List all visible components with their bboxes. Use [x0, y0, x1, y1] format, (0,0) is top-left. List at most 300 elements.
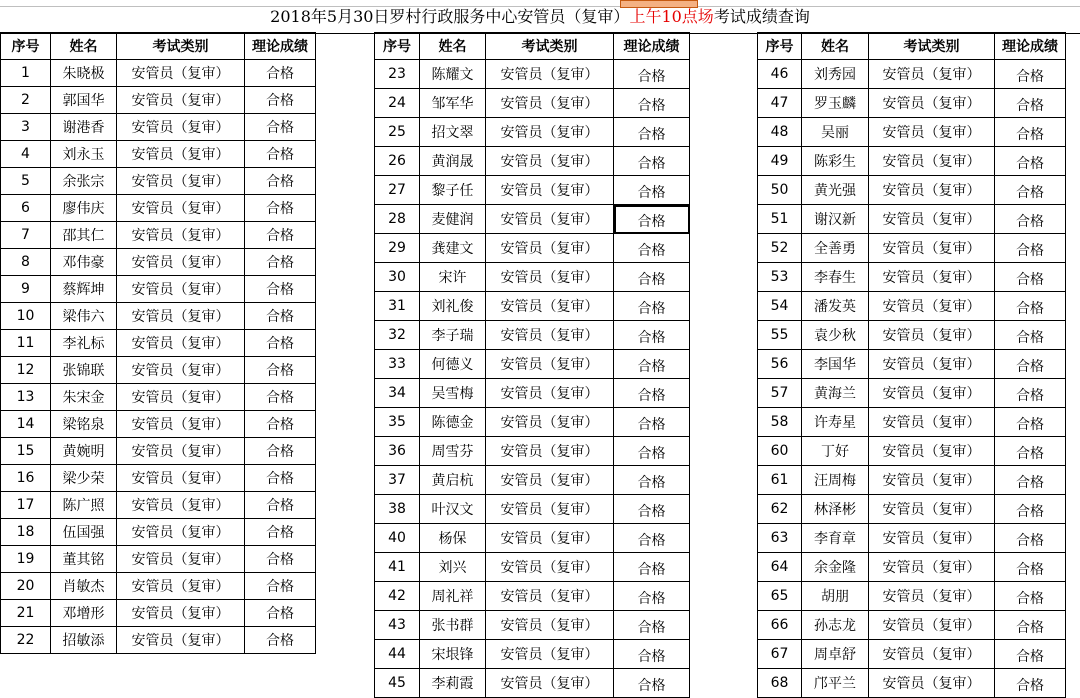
- cell-serial[interactable]: 28: [375, 205, 420, 234]
- table-row: [1, 492, 316, 519]
- header-name[interactable]: 姓名: [420, 33, 486, 60]
- cell-exam-type[interactable]: 安管员（复审）: [486, 176, 614, 205]
- table-row: [1, 519, 316, 546]
- cell-name[interactable]: 麦健润: [420, 205, 486, 234]
- cell-exam-type[interactable]: 安管员（复审）: [869, 205, 995, 234]
- table-row: [375, 89, 690, 118]
- cell-exam-type[interactable]: 安管员（复审）: [117, 600, 245, 627]
- header-theory-score[interactable]: 理论成绩: [995, 33, 1066, 60]
- cell-theory-score[interactable]: 合格: [614, 437, 690, 466]
- cell-theory-score[interactable]: 合格: [614, 321, 690, 350]
- cell-exam-type[interactable]: 安管员（复审）: [117, 195, 245, 222]
- cell-theory-score[interactable]: 合格: [995, 466, 1066, 495]
- cell-name[interactable]: 林泽彬: [802, 495, 869, 524]
- header-exam-type[interactable]: 考试类别: [869, 33, 995, 60]
- cell-theory-score[interactable]: 合格: [245, 195, 316, 222]
- cell-theory-score[interactable]: 合格: [614, 669, 690, 698]
- cell-theory-score[interactable]: 合格: [995, 263, 1066, 292]
- cell-exam-type[interactable]: 安管员（复审）: [869, 176, 995, 205]
- cell-theory-score[interactable]: 合格: [245, 303, 316, 330]
- cell-theory-score[interactable]: 合格: [995, 60, 1066, 89]
- cell-name[interactable]: 陈广照: [51, 492, 117, 519]
- cell-theory-score[interactable]: 合格: [614, 640, 690, 669]
- cell-name[interactable]: 梁铭泉: [51, 411, 117, 438]
- table-row: [758, 234, 1066, 263]
- cell-exam-type[interactable]: 安管员（复审）: [869, 553, 995, 582]
- cell-name[interactable]: 黄光强: [802, 176, 869, 205]
- cell-serial[interactable]: 5: [1, 168, 51, 195]
- cell-serial[interactable]: 37: [375, 466, 420, 495]
- cell-name[interactable]: 刘兴: [420, 553, 486, 582]
- cell-exam-type[interactable]: 安管员（复审）: [117, 357, 245, 384]
- table-row: [375, 147, 690, 176]
- cell-exam-type[interactable]: 安管员（复审）: [486, 466, 614, 495]
- cell-exam-type[interactable]: 安管员（复审）: [869, 321, 995, 350]
- cell-name[interactable]: 余金隆: [802, 553, 869, 582]
- cell-serial[interactable]: 42: [375, 582, 420, 611]
- cell-theory-score[interactable]: 合格: [614, 234, 690, 263]
- cell-name[interactable]: 谢汉新: [802, 205, 869, 234]
- cell-serial[interactable]: 64: [758, 553, 802, 582]
- cell-serial[interactable]: 34: [375, 379, 420, 408]
- cell-serial[interactable]: 62: [758, 495, 802, 524]
- table-row: [758, 408, 1066, 437]
- cell-theory-score[interactable]: 合格: [614, 408, 690, 437]
- cell-name[interactable]: 邝平兰: [802, 669, 869, 698]
- cell-exam-type[interactable]: 安管员（复审）: [486, 408, 614, 437]
- cell-exam-type[interactable]: 安管员（复审）: [486, 553, 614, 582]
- cell-name[interactable]: 孙志龙: [802, 611, 869, 640]
- cell-exam-type[interactable]: 安管员（复审）: [486, 611, 614, 640]
- header-serial[interactable]: 序号: [375, 33, 420, 60]
- cell-exam-type[interactable]: 安管员（复审）: [486, 321, 614, 350]
- cell-serial[interactable]: 63: [758, 524, 802, 553]
- cell-exam-type[interactable]: 安管员（复审）: [117, 519, 245, 546]
- cell-theory-score[interactable]: 合格: [245, 492, 316, 519]
- cell-exam-type[interactable]: 安管员（复审）: [117, 330, 245, 357]
- cell-serial[interactable]: 29: [375, 234, 420, 263]
- cell-exam-type[interactable]: 安管员（复审）: [117, 627, 245, 654]
- cell-theory-score[interactable]: 合格: [995, 147, 1066, 176]
- table-row: [758, 292, 1066, 321]
- table-row: [375, 118, 690, 147]
- cell-serial[interactable]: 25: [375, 118, 420, 147]
- cell-name[interactable]: 陈德金: [420, 408, 486, 437]
- cell-theory-score[interactable]: 合格: [995, 495, 1066, 524]
- cell-theory-score[interactable]: 合格: [614, 89, 690, 118]
- cell-exam-type[interactable]: 安管员（复审）: [486, 147, 614, 176]
- cell-exam-type[interactable]: 安管员（复审）: [486, 350, 614, 379]
- cell-name[interactable]: 罗玉麟: [802, 89, 869, 118]
- cell-exam-type[interactable]: 安管员（复审）: [869, 89, 995, 118]
- cell-serial[interactable]: 60: [758, 437, 802, 466]
- cell-theory-score[interactable]: 合格: [245, 168, 316, 195]
- cell-theory-score[interactable]: 合格: [614, 553, 690, 582]
- cell-name[interactable]: 刘永玉: [51, 141, 117, 168]
- cell-serial[interactable]: 4: [1, 141, 51, 168]
- cell-exam-type[interactable]: 安管员（复审）: [117, 573, 245, 600]
- cell-serial[interactable]: 67: [758, 640, 802, 669]
- cell-exam-type[interactable]: 安管员（复审）: [486, 582, 614, 611]
- cell-serial[interactable]: 3: [1, 114, 51, 141]
- cell-name[interactable]: 周雪芬: [420, 437, 486, 466]
- cell-serial[interactable]: 44: [375, 640, 420, 669]
- cell-name[interactable]: 李子瑞: [420, 321, 486, 350]
- cell-name[interactable]: 招敏添: [51, 627, 117, 654]
- cell-name[interactable]: 宋垠锋: [420, 640, 486, 669]
- cell-serial[interactable]: 8: [1, 249, 51, 276]
- cell-serial[interactable]: 45: [375, 669, 420, 698]
- cell-exam-type[interactable]: 安管员（复审）: [869, 60, 995, 89]
- cell-name[interactable]: 全善勇: [802, 234, 869, 263]
- cell-theory-score[interactable]: 合格: [614, 118, 690, 147]
- table-row: [1, 411, 316, 438]
- cell-theory-score[interactable]: 合格: [614, 379, 690, 408]
- cell-serial[interactable]: 52: [758, 234, 802, 263]
- cell-exam-type[interactable]: 安管员（复审）: [486, 292, 614, 321]
- cell-exam-type[interactable]: 安管员（复审）: [486, 60, 614, 89]
- header-serial[interactable]: 序号: [1, 33, 51, 60]
- cell-serial[interactable]: 27: [375, 176, 420, 205]
- header-exam-type[interactable]: 考试类别: [486, 33, 614, 60]
- cell-exam-type[interactable]: 安管员（复审）: [486, 437, 614, 466]
- cell-serial[interactable]: 56: [758, 350, 802, 379]
- cell-theory-score[interactable]: 合格: [995, 582, 1066, 611]
- cell-theory-score[interactable]: 合格: [245, 222, 316, 249]
- cell-serial[interactable]: 18: [1, 519, 51, 546]
- cell-name[interactable]: 李礼标: [51, 330, 117, 357]
- cell-name[interactable]: 刘秀园: [802, 60, 869, 89]
- cell-theory-score[interactable]: 合格: [245, 330, 316, 357]
- cell-theory-score[interactable]: 合格: [995, 524, 1066, 553]
- cell-exam-type[interactable]: 安管员（复审）: [486, 640, 614, 669]
- cell-theory-score[interactable]: 合格: [614, 611, 690, 640]
- cell-theory-score[interactable]: 合格: [614, 524, 690, 553]
- cell-name[interactable]: 梁伟六: [51, 303, 117, 330]
- cell-exam-type[interactable]: 安管员（复审）: [869, 582, 995, 611]
- cell-serial[interactable]: 51: [758, 205, 802, 234]
- cell-name[interactable]: 郭国华: [51, 87, 117, 114]
- cell-theory-score[interactable]: 合格: [995, 611, 1066, 640]
- cell-exam-type[interactable]: 安管员（复审）: [869, 379, 995, 408]
- cell-exam-type[interactable]: 安管员（复审）: [869, 408, 995, 437]
- cell-theory-score[interactable]: 合格: [614, 582, 690, 611]
- cell-serial[interactable]: 53: [758, 263, 802, 292]
- cell-theory-score[interactable]: 合格: [614, 466, 690, 495]
- cell-exam-type[interactable]: 安管员（复审）: [869, 118, 995, 147]
- cell-exam-type[interactable]: 安管员（复审）: [117, 141, 245, 168]
- cell-serial[interactable]: 31: [375, 292, 420, 321]
- cell-serial[interactable]: 38: [375, 495, 420, 524]
- cell-theory-score[interactable]: 合格: [614, 176, 690, 205]
- cell-exam-type[interactable]: 安管员（复审）: [486, 379, 614, 408]
- cell-exam-type[interactable]: 安管员（复审）: [117, 384, 245, 411]
- table-row: [1, 357, 316, 384]
- cell-name[interactable]: 陈彩生: [802, 147, 869, 176]
- cell-serial[interactable]: 32: [375, 321, 420, 350]
- cell-name[interactable]: 吴丽: [802, 118, 869, 147]
- cell-name[interactable]: 肖敏杰: [51, 573, 117, 600]
- cell-theory-score[interactable]: 合格: [245, 465, 316, 492]
- table-row: [1, 87, 316, 114]
- cell-name[interactable]: 廖伟庆: [51, 195, 117, 222]
- cell-name[interactable]: 周礼祥: [420, 582, 486, 611]
- cell-serial[interactable]: 7: [1, 222, 51, 249]
- cell-serial[interactable]: 58: [758, 408, 802, 437]
- header-name[interactable]: 姓名: [51, 33, 117, 60]
- cell-exam-type[interactable]: 安管员（复审）: [869, 640, 995, 669]
- cell-exam-type[interactable]: 安管员（复审）: [869, 524, 995, 553]
- cell-serial[interactable]: 66: [758, 611, 802, 640]
- cell-name[interactable]: 邵其仁: [51, 222, 117, 249]
- cell-name[interactable]: 李莉霞: [420, 669, 486, 698]
- cell-exam-type[interactable]: 安管员（复审）: [486, 495, 614, 524]
- cell-serial[interactable]: 1: [1, 60, 51, 87]
- cell-theory-score[interactable]: 合格: [245, 114, 316, 141]
- cell-exam-type[interactable]: 安管员（复审）: [486, 118, 614, 147]
- header-theory-score[interactable]: 理论成绩: [245, 33, 316, 60]
- cell-serial[interactable]: 30: [375, 263, 420, 292]
- cell-exam-type[interactable]: 安管员（复审）: [486, 205, 614, 234]
- cell-theory-score[interactable]: 合格: [245, 600, 316, 627]
- cell-serial[interactable]: 61: [758, 466, 802, 495]
- cell-serial[interactable]: 16: [1, 465, 51, 492]
- cell-name[interactable]: 叶汉文: [420, 495, 486, 524]
- score-table-block-3: [757, 32, 1066, 698]
- cell-theory-score[interactable]: 合格: [245, 573, 316, 600]
- cell-name[interactable]: 何德义: [420, 350, 486, 379]
- cell-exam-type[interactable]: 安管员（复审）: [869, 611, 995, 640]
- cell-name[interactable]: 李育章: [802, 524, 869, 553]
- cell-theory-score[interactable]: 合格: [995, 669, 1066, 698]
- cell-exam-type[interactable]: 安管员（复审）: [869, 350, 995, 379]
- cell-name[interactable]: 张锦联: [51, 357, 117, 384]
- table-row: [1, 276, 316, 303]
- sheet-title[interactable]: [0, 0, 1080, 34]
- cell-theory-score[interactable]: 合格: [245, 519, 316, 546]
- cell-theory-score[interactable]: 合格: [995, 321, 1066, 350]
- cell-theory-score[interactable]: 合格: [614, 60, 690, 89]
- cell-serial[interactable]: 68: [758, 669, 802, 698]
- cell-name[interactable]: 邓增形: [51, 600, 117, 627]
- cell-name[interactable]: 谢港香: [51, 114, 117, 141]
- header-theory-score[interactable]: 理论成绩: [614, 33, 690, 60]
- table-row: [1, 438, 316, 465]
- cell-theory-score[interactable]: 合格: [614, 292, 690, 321]
- cell-exam-type[interactable]: 安管员（复审）: [117, 411, 245, 438]
- cell-serial[interactable]: 15: [1, 438, 51, 465]
- cell-serial[interactable]: 40: [375, 524, 420, 553]
- cell-serial[interactable]: 65: [758, 582, 802, 611]
- cell-name[interactable]: 刘礼俊: [420, 292, 486, 321]
- cell-name[interactable]: 陈耀文: [420, 60, 486, 89]
- cell-theory-score[interactable]: 合格: [245, 87, 316, 114]
- cell-exam-type[interactable]: 安管员（复审）: [869, 147, 995, 176]
- cell-name[interactable]: 黄润晟: [420, 147, 486, 176]
- cell-exam-type[interactable]: 安管员（复审）: [117, 303, 245, 330]
- cell-name[interactable]: 邓伟豪: [51, 249, 117, 276]
- cell-name[interactable]: 杨保: [420, 524, 486, 553]
- cell-name[interactable]: 黄海兰: [802, 379, 869, 408]
- cell-theory-score[interactable]: 合格: [995, 234, 1066, 263]
- cell-exam-type[interactable]: 安管员（复审）: [117, 222, 245, 249]
- cell-exam-type[interactable]: 安管员（复审）: [486, 263, 614, 292]
- cell-exam-type[interactable]: 安管员（复审）: [869, 234, 995, 263]
- cell-serial[interactable]: 33: [375, 350, 420, 379]
- table-row: [1, 222, 316, 249]
- cell-exam-type[interactable]: 安管员（复审）: [869, 292, 995, 321]
- cell-serial[interactable]: 10: [1, 303, 51, 330]
- cell-serial[interactable]: 26: [375, 147, 420, 176]
- cell-exam-type[interactable]: 安管员（复审）: [869, 466, 995, 495]
- cell-exam-type[interactable]: 安管员（复审）: [486, 524, 614, 553]
- cell-name[interactable]: 周卓舒: [802, 640, 869, 669]
- cell-serial[interactable]: 43: [375, 611, 420, 640]
- cell-theory-score[interactable]: 合格: [245, 411, 316, 438]
- cell-name[interactable]: 吴雪梅: [420, 379, 486, 408]
- cell-name[interactable]: 招文翠: [420, 118, 486, 147]
- cell-name[interactable]: 朱宋金: [51, 384, 117, 411]
- cell-serial[interactable]: 36: [375, 437, 420, 466]
- table-row: [758, 60, 1066, 89]
- header-serial[interactable]: 序号: [758, 33, 802, 60]
- cell-exam-type[interactable]: 安管员（复审）: [117, 60, 245, 87]
- cell-serial[interactable]: 55: [758, 321, 802, 350]
- cell-theory-score[interactable]: 合格: [245, 627, 316, 654]
- cell-theory-score[interactable]: 合格: [995, 437, 1066, 466]
- cell-exam-type[interactable]: 安管员（复审）: [869, 437, 995, 466]
- cell-name[interactable]: 李春生: [802, 263, 869, 292]
- cell-theory-score[interactable]: 合格: [614, 205, 690, 234]
- cell-theory-score[interactable]: 合格: [995, 553, 1066, 582]
- cell-name[interactable]: 袁少秋: [802, 321, 869, 350]
- cell-theory-score[interactable]: 合格: [245, 141, 316, 168]
- cell-theory-score[interactable]: 合格: [995, 640, 1066, 669]
- cell-exam-type[interactable]: 安管员（复审）: [117, 546, 245, 573]
- cell-serial[interactable]: 24: [375, 89, 420, 118]
- cell-theory-score[interactable]: 合格: [995, 292, 1066, 321]
- cell-theory-score[interactable]: 合格: [245, 276, 316, 303]
- cell-name[interactable]: 梁少荣: [51, 465, 117, 492]
- cell-name[interactable]: 丁好: [802, 437, 869, 466]
- cell-serial[interactable]: 17: [1, 492, 51, 519]
- cell-serial[interactable]: 47: [758, 89, 802, 118]
- score-table-block-2: [374, 32, 690, 698]
- cell-exam-type[interactable]: 安管员（复审）: [869, 495, 995, 524]
- cell-name[interactable]: 余张宗: [51, 168, 117, 195]
- cell-theory-score[interactable]: 合格: [995, 408, 1066, 437]
- cell-theory-score[interactable]: 合格: [995, 379, 1066, 408]
- cell-name[interactable]: 龚建文: [420, 234, 486, 263]
- cell-exam-type[interactable]: 安管员（复审）: [486, 669, 614, 698]
- cell-name[interactable]: 邹军华: [420, 89, 486, 118]
- cell-serial[interactable]: 41: [375, 553, 420, 582]
- table-row: [375, 321, 690, 350]
- cell-name[interactable]: 董其铭: [51, 546, 117, 573]
- cell-serial[interactable]: 13: [1, 384, 51, 411]
- cell-exam-type[interactable]: 安管员（复审）: [117, 168, 245, 195]
- cell-serial[interactable]: 14: [1, 411, 51, 438]
- cell-theory-score[interactable]: 合格: [995, 118, 1066, 147]
- cell-exam-type[interactable]: 安管员（复审）: [486, 234, 614, 263]
- cell-name[interactable]: 许寿星: [802, 408, 869, 437]
- cell-theory-score[interactable]: 合格: [245, 384, 316, 411]
- cell-theory-score[interactable]: 合格: [614, 495, 690, 524]
- header-exam-type[interactable]: 考试类别: [117, 33, 245, 60]
- cell-name[interactable]: 朱晓极: [51, 60, 117, 87]
- table-row: [1, 330, 316, 357]
- cell-exam-type[interactable]: 安管员（复审）: [117, 87, 245, 114]
- cell-name[interactable]: 张书群: [420, 611, 486, 640]
- cell-serial[interactable]: 57: [758, 379, 802, 408]
- cell-serial[interactable]: 6: [1, 195, 51, 222]
- cell-name[interactable]: 胡朋: [802, 582, 869, 611]
- cell-serial[interactable]: 23: [375, 60, 420, 89]
- cell-theory-score[interactable]: 合格: [245, 60, 316, 87]
- cell-theory-score[interactable]: 合格: [245, 438, 316, 465]
- cell-serial[interactable]: 21: [1, 600, 51, 627]
- cell-exam-type[interactable]: 安管员（复审）: [117, 114, 245, 141]
- cell-serial[interactable]: 48: [758, 118, 802, 147]
- cell-serial[interactable]: 12: [1, 357, 51, 384]
- cell-theory-score[interactable]: 合格: [614, 350, 690, 379]
- table-row: [375, 176, 690, 205]
- cell-theory-score[interactable]: 合格: [614, 147, 690, 176]
- cell-theory-score[interactable]: 合格: [245, 546, 316, 573]
- cell-serial[interactable]: 9: [1, 276, 51, 303]
- cell-theory-score[interactable]: 合格: [245, 357, 316, 384]
- cell-serial[interactable]: 19: [1, 546, 51, 573]
- cell-name[interactable]: 伍国强: [51, 519, 117, 546]
- cell-serial[interactable]: 11: [1, 330, 51, 357]
- cell-serial[interactable]: 22: [1, 627, 51, 654]
- cell-exam-type[interactable]: 安管员（复审）: [117, 249, 245, 276]
- cell-exam-type[interactable]: 安管员（复审）: [117, 465, 245, 492]
- cell-theory-score[interactable]: 合格: [614, 263, 690, 292]
- cell-theory-score[interactable]: 合格: [995, 205, 1066, 234]
- table-row: [375, 350, 690, 379]
- table-row: [375, 263, 690, 292]
- cell-theory-score[interactable]: 合格: [995, 89, 1066, 118]
- table-row: [758, 640, 1066, 669]
- cell-serial[interactable]: 20: [1, 573, 51, 600]
- cell-exam-type[interactable]: 安管员（复审）: [117, 438, 245, 465]
- cell-theory-score[interactable]: 合格: [995, 350, 1066, 379]
- cell-name[interactable]: 汪周梅: [802, 466, 869, 495]
- header-name[interactable]: 姓名: [802, 33, 869, 60]
- cell-exam-type[interactable]: 安管员（复审）: [117, 276, 245, 303]
- cell-exam-type[interactable]: 安管员（复审）: [117, 492, 245, 519]
- cell-exam-type[interactable]: 安管员（复审）: [869, 669, 995, 698]
- cell-name[interactable]: 黄启杭: [420, 466, 486, 495]
- cell-serial[interactable]: 50: [758, 176, 802, 205]
- cell-name[interactable]: 李国华: [802, 350, 869, 379]
- cell-name[interactable]: 黄婉明: [51, 438, 117, 465]
- cell-name[interactable]: 黎子任: [420, 176, 486, 205]
- cell-serial[interactable]: 49: [758, 147, 802, 176]
- cell-theory-score[interactable]: 合格: [245, 249, 316, 276]
- cell-theory-score[interactable]: 合格: [995, 176, 1066, 205]
- cell-serial[interactable]: 46: [758, 60, 802, 89]
- cell-exam-type[interactable]: 安管员（复审）: [486, 89, 614, 118]
- cell-exam-type[interactable]: 安管员（复审）: [869, 263, 995, 292]
- cell-name[interactable]: 宋许: [420, 263, 486, 292]
- cell-serial[interactable]: 2: [1, 87, 51, 114]
- cell-name[interactable]: 蔡辉坤: [51, 276, 117, 303]
- cell-name[interactable]: 潘发英: [802, 292, 869, 321]
- cell-serial[interactable]: 35: [375, 408, 420, 437]
- cell-serial[interactable]: 54: [758, 292, 802, 321]
